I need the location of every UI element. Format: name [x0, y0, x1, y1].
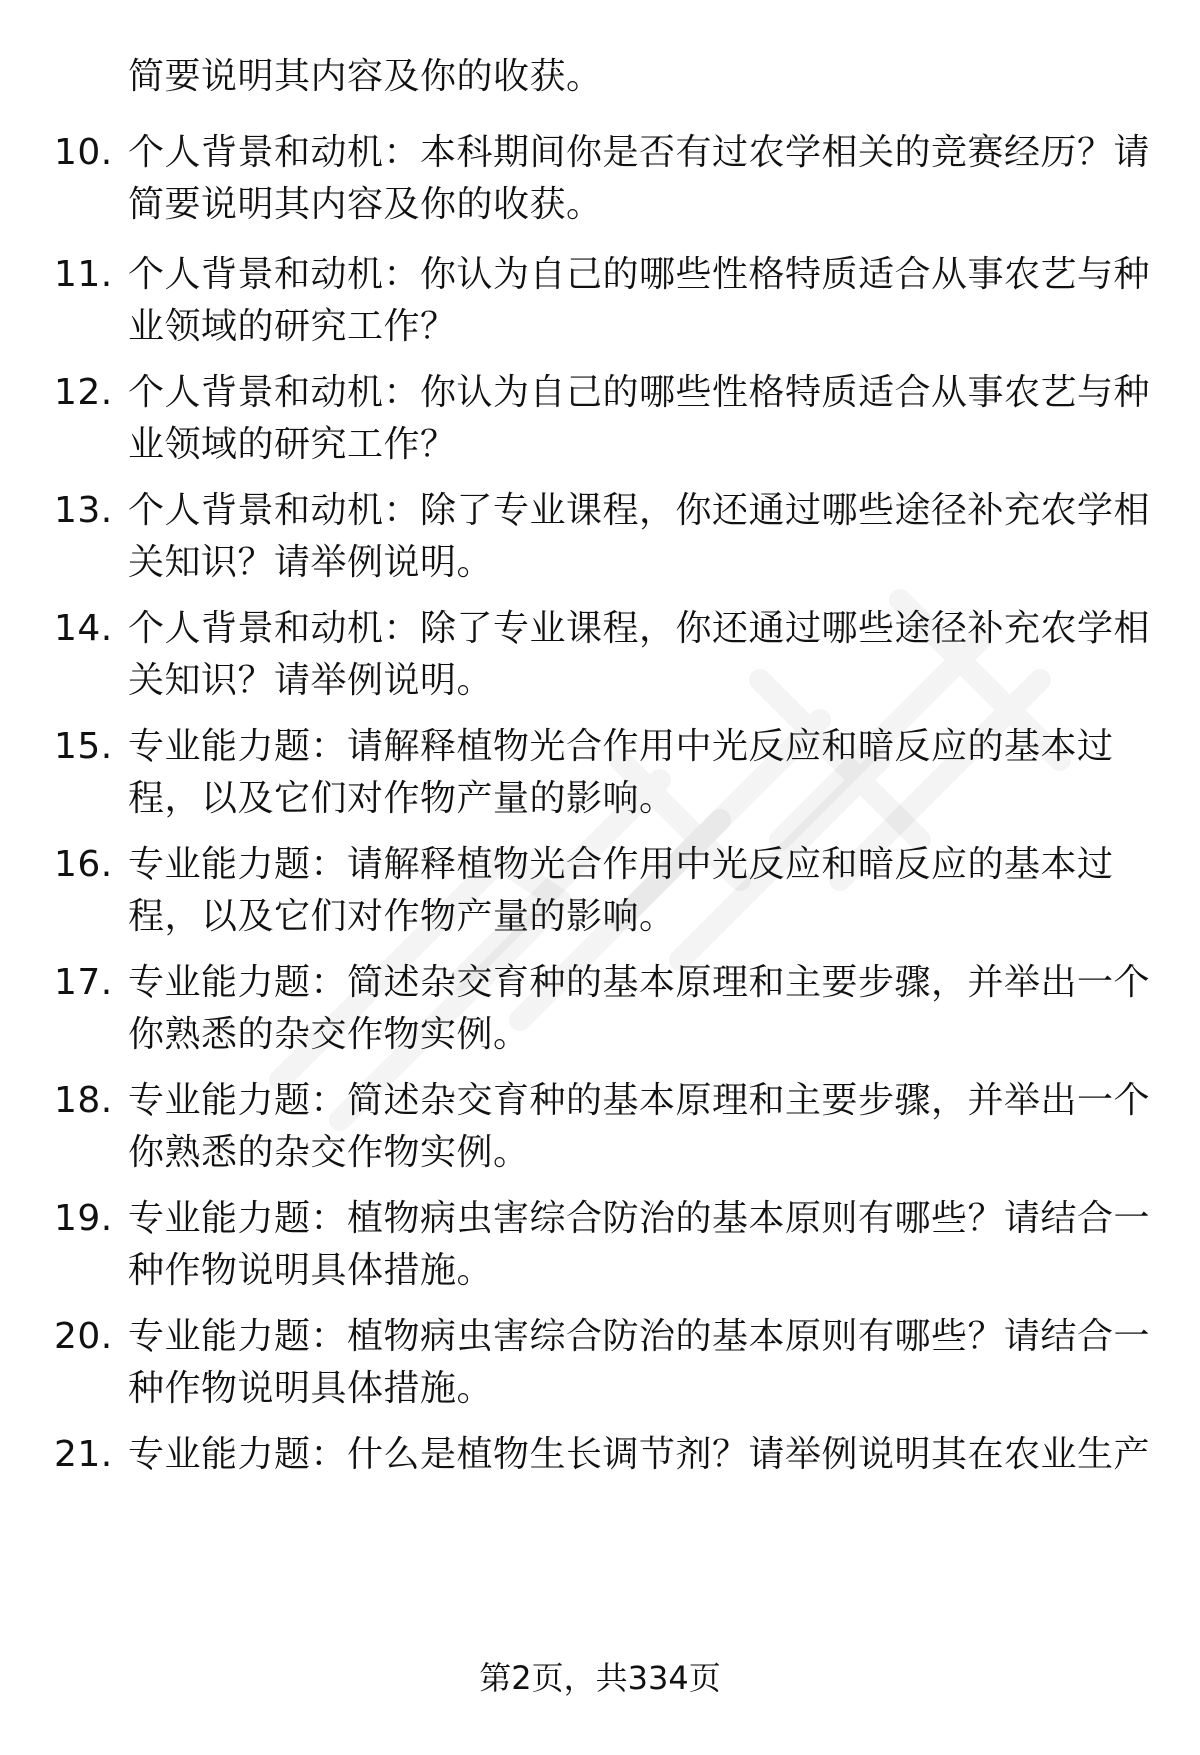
item-text-line: 程，以及它们对作物产量的影响。	[128, 778, 676, 819]
item-number: 21.	[54, 1434, 113, 1475]
item-number: 18.	[54, 1080, 113, 1121]
item-text-line: 种作物说明具体措施。	[128, 1368, 494, 1409]
item-number: 15.	[54, 726, 113, 767]
item-number: 11.	[54, 254, 113, 295]
item-text-line: 专业能力题：植物病虫害综合防治的基本原则有哪些？请结合一	[128, 1198, 1151, 1239]
item-text-line: 个人背景和动机：你认为自己的哪些性格特质适合从事农艺与种	[128, 254, 1151, 295]
item-number: 20.	[54, 1316, 113, 1357]
item-text-line: 个人背景和动机：除了专业课程，你还通过哪些途径补充农学相	[128, 490, 1151, 531]
item-text-line: 简要说明其内容及你的收获。	[128, 56, 603, 97]
item-text-line: 个人背景和动机：除了专业课程，你还通过哪些途径补充农学相	[128, 608, 1151, 649]
item-text-line: 专业能力题：简述杂交育种的基本原理和主要步骤，并举出一个	[128, 962, 1151, 1003]
item-number: 12.	[54, 372, 113, 413]
item-number: 14.	[54, 608, 113, 649]
item-number: 17.	[54, 962, 113, 1003]
item-text-line: 个人背景和动机：你认为自己的哪些性格特质适合从事农艺与种	[128, 372, 1151, 413]
item-number: 19.	[54, 1198, 113, 1239]
item-number: 10.	[54, 132, 113, 173]
item-text-line: 简要说明其内容及你的收获。	[128, 184, 603, 225]
item-text-line: 业领域的研究工作？	[128, 306, 457, 347]
item-text-line: 种作物说明具体措施。	[128, 1250, 494, 1291]
item-text-line: 业领域的研究工作？	[128, 424, 457, 465]
item-text-line: 你熟悉的杂交作物实例。	[128, 1132, 530, 1173]
page-footer: 第2页，共334页	[479, 1659, 721, 1697]
item-text-line: 关知识？请举例说明。	[128, 660, 494, 701]
item-text-line: 程，以及它们对作物产量的影响。	[128, 896, 676, 937]
item-text-line: 专业能力题：请解释植物光合作用中光反应和暗反应的基本过	[128, 726, 1114, 767]
item-text-line: 你熟悉的杂交作物实例。	[128, 1014, 530, 1055]
item-text-line: 个人背景和动机：本科期间你是否有过农学相关的竞赛经历？请	[128, 132, 1151, 173]
item-text-line: 专业能力题：什么是植物生长调节剂？请举例说明其在农业生产	[128, 1434, 1151, 1475]
item-number: 13.	[54, 490, 113, 531]
item-number: 16.	[54, 844, 113, 885]
item-text-line: 专业能力题：植物病虫害综合防治的基本原则有哪些？请结合一	[128, 1316, 1151, 1357]
item-text-line: 关知识？请举例说明。	[128, 542, 494, 583]
item-text-line: 专业能力题：简述杂交育种的基本原理和主要步骤，并举出一个	[128, 1080, 1151, 1121]
item-text-line: 专业能力题：请解释植物光合作用中光反应和暗反应的基本过	[128, 844, 1114, 885]
